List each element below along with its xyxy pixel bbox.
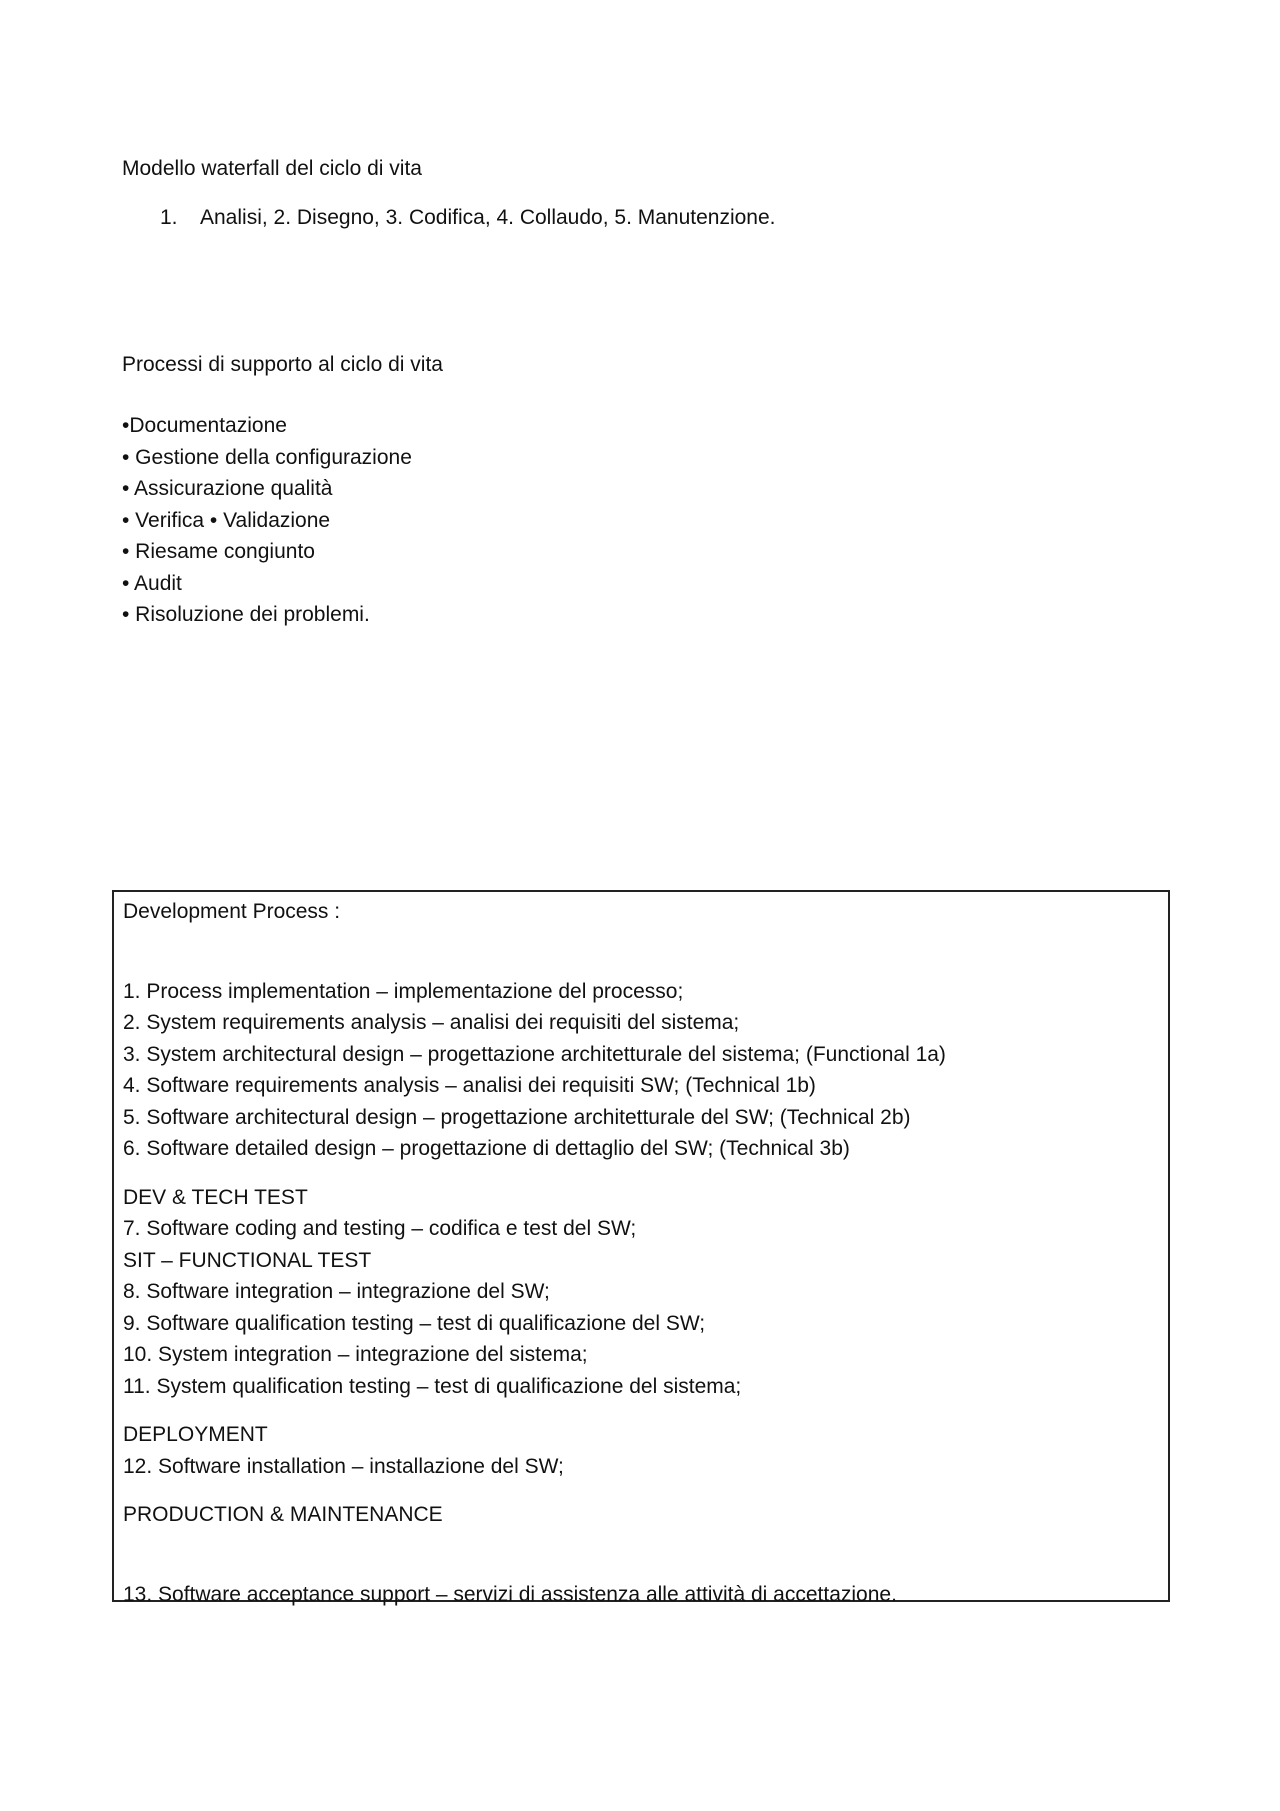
list-item: • Risoluzione dei problemi.	[122, 603, 370, 626]
list-item: 5. Software architectural design – progettazione architetturale del SW; (Technical 2b)	[123, 1105, 911, 1129]
list-item: • Audit	[122, 571, 182, 595]
list-item: 1. Process implementation – implementazione del processo;	[123, 979, 684, 1003]
list-number: 1.	[160, 206, 178, 229]
waterfall-list-item	[160, 202, 776, 234]
list-item: 7. Software coding and testing – codifica e test del SW;	[123, 1217, 637, 1240]
development-process-box	[112, 890, 1170, 1606]
waterfall-title: Modello waterfall del ciclo di vita	[122, 157, 422, 180]
list-item: • Assicurazione qualità	[122, 477, 333, 500]
list-item: 4. Software requirements analysis – analisi dei requisiti SW; (Technical 1b)	[123, 1074, 816, 1097]
list-item: • Riesame congiunto	[122, 540, 315, 563]
section-heading-production-maintenance: PRODUCTION & MAINTENANCE	[123, 1503, 443, 1526]
list-item: 6. Software detailed design – progettazione di dettaglio del SW; (Technical 3b)	[123, 1137, 850, 1160]
section-heading-dev-tech-test: DEV & TECH TEST	[123, 1185, 308, 1209]
development-process-title: Development Process :	[123, 900, 341, 923]
list-item: •Documentazione	[122, 414, 287, 437]
list-item: 13. Software acceptance support – servizi di assistenza alle attività di accettazione.	[123, 1582, 897, 1606]
list-item: 3. System architectural design – progettazione architetturale del sistema; (Functional 1a)	[123, 1042, 946, 1066]
list-item: 10. System integration – integrazione del sistema;	[123, 1343, 588, 1366]
list-item: 2. System requirements analysis – analisi dei requisiti del sistema;	[123, 1011, 740, 1034]
section-heading-deployment: DEPLOYMENT	[123, 1423, 268, 1446]
list-item: • Verifica • Validazione	[122, 508, 331, 532]
list-item: 11. System qualification testing – test di qualificazione del sistema;	[123, 1374, 742, 1398]
list-item: 12. Software installation – installazione del SW;	[123, 1454, 564, 1478]
support-processes-title: Processi di supporto al ciclo di vita	[122, 353, 443, 376]
list-item: 9. Software qualification testing – test di qualificazione del SW;	[123, 1311, 706, 1335]
waterfall-phases: Analisi, 2. Disegno, 3. Codifica, 4. Collaudo, 5. Manutenzione.	[200, 206, 776, 229]
list-item: 8. Software integration – integrazione del SW;	[123, 1280, 550, 1303]
section-heading-sit-functional-test: SIT – FUNCTIONAL TEST	[123, 1248, 372, 1272]
support-processes-list	[122, 410, 412, 631]
list-item: • Gestione della configurazione	[122, 445, 412, 469]
